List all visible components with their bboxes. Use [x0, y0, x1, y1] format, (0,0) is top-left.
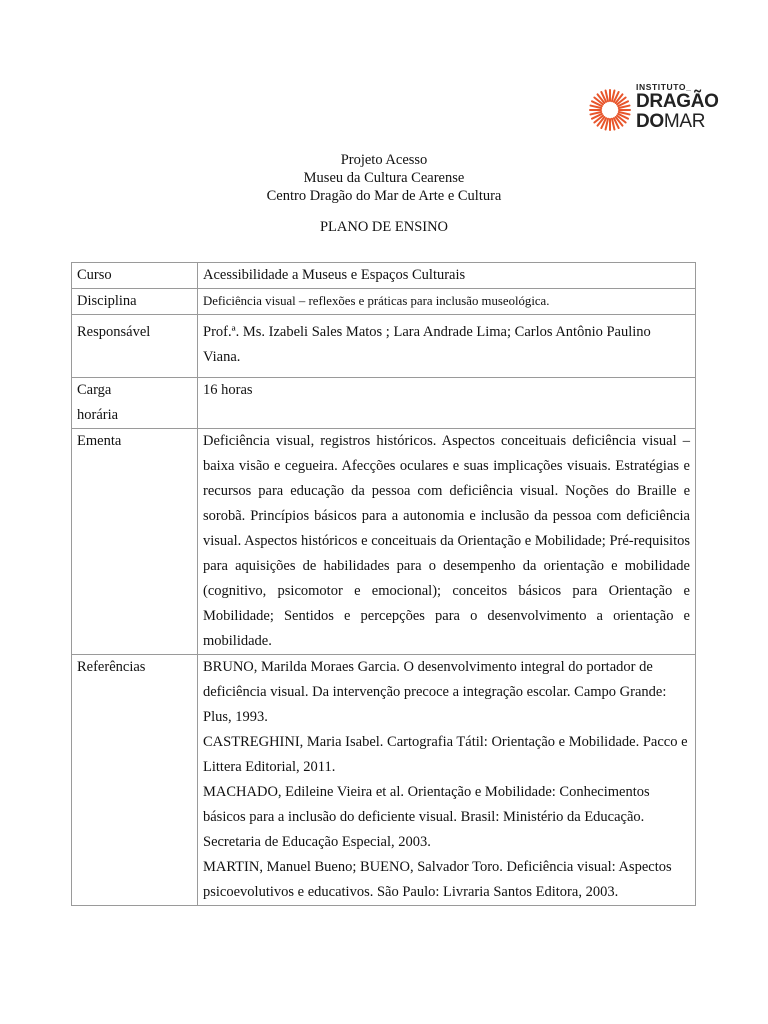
- curso-value: Acessibilidade a Museus e Espaços Culturais: [198, 263, 696, 289]
- table-row-disciplina: [72, 289, 696, 315]
- table-row-responsavel: [72, 315, 696, 378]
- table-row-carga: [72, 378, 696, 429]
- disciplina-label: Disciplina: [72, 289, 198, 315]
- curso-label: Curso: [72, 263, 198, 289]
- responsavel-value: Prof.ª. Ms. Izabeli Sales Matos ; Lara Andrade Lima; Carlos Antônio Paulino Viana.: [198, 315, 696, 378]
- referencias-label: Referências: [72, 655, 198, 906]
- museum-name: Museu da Cultura Cearense: [303, 170, 465, 186]
- logo-line-1: INSTITUTO_: [636, 82, 692, 92]
- teaching-plan-table: [71, 262, 696, 906]
- responsavel-label: Responsável: [72, 315, 198, 378]
- logo-line-3: [636, 111, 705, 133]
- reference-item: MARTIN, Manuel Bueno; BUENO, Salvador Toro. Deficiência visual: Aspectos psicoevolutivos e educativos. São Paulo: Livraria Santos Editora, 2003.: [203, 859, 672, 900]
- table-row-referencias: [72, 655, 696, 906]
- disciplina-value: Deficiência visual – reflexões e práticas para inclusão museológica.: [198, 289, 696, 315]
- reference-item: CASTREGHINI, Maria Isabel. Cartografia Tátil: Orientação e Mobilidade. Pacco e Littera Editorial, 2011.: [203, 734, 688, 775]
- table-row-curso: [72, 263, 696, 289]
- center-name: Centro Dragão do Mar de Arte e Cultura: [266, 188, 502, 204]
- referencias-value: [198, 655, 696, 906]
- carga-label: [72, 378, 198, 429]
- carga-label-line-2: horária: [77, 407, 119, 423]
- institute-logo: [588, 82, 738, 134]
- logo-line-2: DRAGÃO: [636, 91, 719, 112]
- reference-item: MACHADO, Edileine Vieira et al. Orientação e Mobilidade: Conhecimentos básicos para a inclusão do deficiente visual. Brasil: Ministério da Educação. Secretaria de Educação Especial, 2003.: [203, 784, 650, 850]
- sunburst-icon: [588, 88, 632, 132]
- document-header: [0, 151, 768, 205]
- ementa-label: Ementa: [72, 429, 198, 655]
- page-title: PLANO DE ENSINO: [319, 219, 449, 235]
- carga-value: 16 horas: [198, 378, 696, 429]
- project-name: Projeto Acesso: [340, 152, 428, 168]
- logo-line-3-bold: DO: [636, 111, 664, 132]
- reference-item: BRUNO, Marilda Moraes Garcia. O desenvolvimento integral do portador de deficiência visual. Da intervenção precoce a integração escolar. Campo Grande: Plus, 1993.: [203, 659, 667, 725]
- ementa-value: Deficiência visual, registros históricos. Aspectos conceituais deficiência visual – baixa visão e cegueira. Afecções oculares e suas implicações visuais. Estratégias e recursos para educação da pessoa com deficiência visual. Noções do Braille e sorobã. Princípios básicos para a autonomia e inclusão da pessoa com deficiência visual. Aspectos históricos e conceituais da Orientação e Mobilidade; Pré-requisitos para aquisições de habilidades para o desempenho da orientação e mobilidade (cognitivo, psicomotor e emocional); conceitos básicos para Orientação e Mobilidade; Sentidos e percepções para o desenvolvimento a orientação e mobilidade.: [198, 429, 696, 655]
- logo-line-3-rest: MAR: [663, 111, 706, 132]
- carga-label-line-1: Carga: [77, 382, 112, 398]
- table-row-ementa: [72, 429, 696, 655]
